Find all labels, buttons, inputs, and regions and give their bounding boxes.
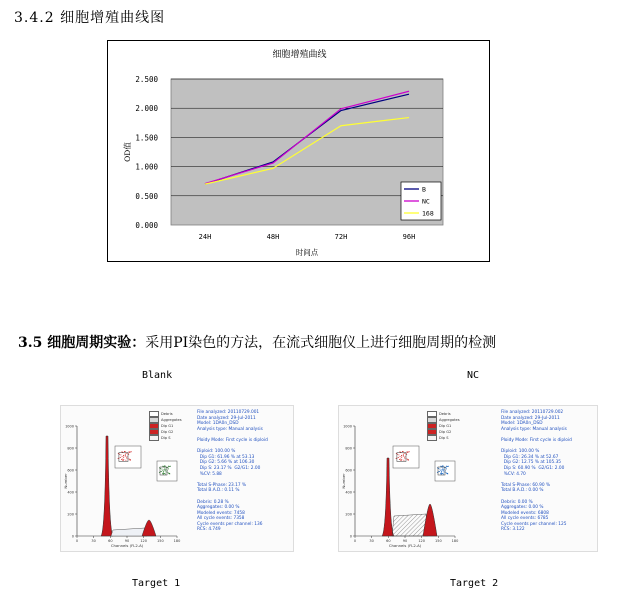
y-tick-label: 400 bbox=[345, 490, 352, 495]
histogram-legend bbox=[427, 411, 460, 441]
dot bbox=[403, 455, 404, 456]
dot bbox=[398, 454, 399, 455]
report-line: Ploidy Mode: First cycle is diploid bbox=[501, 437, 572, 443]
x-tick-label: 150 bbox=[156, 539, 164, 543]
y-tick-label: 1000 bbox=[343, 424, 352, 429]
x-tick-label: 24H bbox=[198, 233, 212, 241]
dot bbox=[441, 471, 442, 472]
legend-label: Dip S bbox=[439, 436, 449, 440]
dot bbox=[163, 472, 164, 473]
report-line: Analysis type: Manual analysis bbox=[197, 426, 263, 432]
legend-label: Debris bbox=[161, 412, 173, 416]
dot bbox=[120, 454, 121, 455]
dot bbox=[403, 453, 404, 454]
dot bbox=[446, 468, 447, 469]
dot bbox=[125, 455, 126, 456]
dot bbox=[169, 473, 170, 474]
dot bbox=[170, 466, 171, 467]
x-tick-label: 96H bbox=[402, 233, 416, 241]
y-tick-label: 800 bbox=[67, 446, 74, 451]
dot bbox=[122, 456, 123, 457]
section-heading-3-5 bbox=[18, 332, 496, 352]
dot bbox=[403, 451, 404, 452]
report-line: Dip S: 23.17 % G2/G1: 2.00 bbox=[197, 465, 261, 471]
x-axis-label: Channels (FL2-A) bbox=[110, 543, 144, 548]
legend-label: Dip S bbox=[161, 436, 171, 440]
chart-title: 细胞增殖曲线 bbox=[272, 50, 327, 60]
dot bbox=[123, 457, 124, 458]
report-line: File analyzed: 20110729.002 bbox=[501, 410, 564, 415]
section-3-5-label: 3.5 细胞周期实验： bbox=[18, 335, 146, 351]
x-axis-label: Channels (FL2-A) bbox=[388, 543, 422, 548]
legend-label: Dip G2 bbox=[161, 430, 174, 434]
report-line: Model: 1DA0n_DSD bbox=[197, 421, 239, 427]
x-tick-label: 48H bbox=[266, 233, 280, 241]
s-phase bbox=[111, 528, 147, 536]
dot bbox=[439, 469, 440, 470]
dot bbox=[396, 458, 397, 459]
report-line: Dip G2: 12.75 % at 105.35 bbox=[501, 460, 562, 466]
dot bbox=[129, 459, 130, 460]
proliferation-chart bbox=[107, 40, 490, 262]
report-line: Dip G1: 61.96 % at 53.13 bbox=[197, 454, 255, 460]
dot bbox=[403, 460, 404, 461]
dot bbox=[446, 472, 447, 473]
analysis-report bbox=[197, 410, 268, 533]
dot bbox=[407, 459, 408, 460]
dot bbox=[408, 459, 409, 460]
dot bbox=[397, 454, 398, 455]
legend-label-NC: NC bbox=[422, 197, 430, 206]
dot bbox=[398, 457, 399, 458]
x-tick-label: 120 bbox=[140, 539, 148, 543]
dot bbox=[120, 457, 121, 458]
dot bbox=[122, 459, 123, 460]
x-tick-label: 90 bbox=[124, 539, 130, 543]
dot bbox=[404, 458, 405, 459]
dot bbox=[123, 459, 124, 460]
dot bbox=[443, 466, 444, 467]
legend-swatch bbox=[149, 435, 159, 441]
dot bbox=[162, 470, 163, 471]
x-axis-label: 时间点 bbox=[295, 248, 319, 257]
report-line: Total S-Phase: 23.17 % bbox=[197, 482, 247, 488]
flow-cytometry-panel-nc bbox=[338, 405, 598, 552]
analysis-report bbox=[501, 410, 572, 533]
dot bbox=[446, 466, 447, 467]
dot bbox=[401, 455, 402, 456]
dot bbox=[407, 452, 408, 453]
dot bbox=[168, 472, 169, 473]
dot bbox=[404, 453, 405, 454]
panel-title-blank: Blank bbox=[142, 370, 173, 381]
report-line: All cycle events: 6785 bbox=[501, 516, 549, 522]
dot bbox=[169, 466, 170, 467]
dot bbox=[444, 467, 445, 468]
line-chart-svg bbox=[108, 41, 491, 263]
report-line: Dip G1: 26.34 % at 52.67 bbox=[501, 454, 559, 460]
dot bbox=[119, 454, 120, 455]
x-tick-label: 0 bbox=[75, 539, 79, 543]
legend-label-B: B bbox=[422, 185, 426, 194]
dot bbox=[438, 468, 439, 469]
legend-label: Debris bbox=[439, 412, 451, 416]
dot bbox=[126, 453, 127, 454]
dot bbox=[164, 473, 165, 474]
legend-label: Dip G2 bbox=[439, 430, 452, 434]
dot bbox=[407, 451, 408, 452]
y-tick-label: 2.000 bbox=[135, 104, 158, 114]
dot bbox=[404, 456, 405, 457]
dot bbox=[126, 456, 127, 457]
y-tick-label: 1000 bbox=[65, 424, 74, 429]
x-tick-label: 72H bbox=[334, 233, 348, 241]
report-line: Dip S: 60.90 % G2/G1: 2.00 bbox=[501, 465, 565, 471]
y-tick-label: 600 bbox=[345, 468, 352, 473]
y-tick-label: 200 bbox=[345, 512, 352, 517]
dot bbox=[401, 457, 402, 458]
dot bbox=[168, 466, 169, 467]
panel-caption-target-1: Target 1 bbox=[132, 578, 181, 589]
flow-cytometry-panel-blank bbox=[60, 405, 294, 552]
dot bbox=[130, 459, 131, 460]
y-tick-label: 0.500 bbox=[135, 191, 158, 201]
x-tick-label: 150 bbox=[434, 539, 442, 543]
dot bbox=[443, 473, 444, 474]
dot bbox=[403, 456, 404, 457]
dot bbox=[125, 460, 126, 461]
dot bbox=[442, 473, 443, 474]
dot bbox=[123, 455, 124, 456]
dot bbox=[443, 469, 444, 470]
dot bbox=[168, 468, 169, 469]
report-line: All cycle events: 7358 bbox=[197, 516, 245, 522]
x-tick-label: 30 bbox=[91, 539, 96, 543]
dot bbox=[125, 451, 126, 452]
legend-label: Dip G1 bbox=[161, 424, 174, 428]
dot bbox=[442, 468, 443, 469]
dot bbox=[164, 468, 165, 469]
y-axis-label: Number bbox=[63, 473, 68, 489]
y-tick-label: 0.000 bbox=[135, 221, 158, 230]
report-line: Aggregates: 0.00 % bbox=[501, 505, 544, 511]
y-tick-label: 200 bbox=[67, 512, 74, 517]
report-line: Total B.A.D.: 0.11 % bbox=[197, 488, 240, 494]
legend-item bbox=[427, 435, 460, 441]
dot bbox=[166, 467, 167, 468]
y-axis-label: Number bbox=[341, 473, 346, 489]
report-line: Dip G2: 5.66 % at 106.30 bbox=[197, 460, 255, 466]
dot bbox=[165, 473, 166, 474]
y-tick-label: 2.500 bbox=[135, 75, 158, 84]
report-line: Diploid: 100.00 % bbox=[197, 449, 236, 455]
section-3-5-text: 采用PI染色的方法，在流式细胞仪上进行细胞周期的检测 bbox=[145, 335, 497, 351]
section-heading-3-4-2: 3.4.2 细胞增殖曲线图 bbox=[14, 10, 166, 26]
legend-item bbox=[149, 435, 182, 441]
y-tick-label: 1.000 bbox=[135, 162, 158, 172]
panel-title-nc: NC bbox=[467, 370, 480, 381]
legend-swatch bbox=[427, 435, 437, 441]
dot bbox=[442, 470, 443, 471]
y-tick-label: 400 bbox=[67, 490, 74, 495]
y-tick-label: 0 bbox=[349, 534, 352, 539]
y-axis-label: OD值 bbox=[123, 142, 132, 162]
x-tick-label: 0 bbox=[353, 539, 357, 543]
report-line: Model: 1DA0n_DSD bbox=[501, 421, 543, 427]
report-line: Total B.A.D.: 0.00 % bbox=[501, 488, 544, 494]
histogram-legend bbox=[149, 411, 182, 441]
dot bbox=[118, 458, 119, 459]
y-tick-label: 1.500 bbox=[135, 133, 158, 143]
dot bbox=[440, 470, 441, 471]
dot bbox=[125, 453, 126, 454]
report-line: Modeled events: 7458 bbox=[197, 510, 245, 516]
dot bbox=[163, 471, 164, 472]
panel-caption-target-2: Target 2 bbox=[450, 578, 499, 589]
dot bbox=[400, 459, 401, 460]
dot bbox=[126, 458, 127, 459]
report-line: Debris: 0.28 % bbox=[197, 499, 229, 505]
dot bbox=[129, 452, 130, 453]
y-tick-label: 600 bbox=[67, 468, 74, 473]
dot bbox=[165, 470, 166, 471]
legend-label: Aggregates bbox=[439, 418, 460, 422]
report-line: Date analyzed: 29-Jul-2011 bbox=[501, 415, 560, 421]
report-line: RCS: 3.122 bbox=[501, 527, 525, 533]
x-tick-label: 180 bbox=[451, 539, 459, 543]
x-tick-label: 120 bbox=[418, 539, 426, 543]
y-tick-label: 800 bbox=[345, 446, 352, 451]
dot bbox=[400, 456, 401, 457]
dot bbox=[439, 471, 440, 472]
s-phase bbox=[392, 514, 428, 536]
dot bbox=[129, 451, 130, 452]
report-line: Cycle events per channel: 136 bbox=[197, 521, 263, 527]
report-line: Debris: 0.00 % bbox=[501, 499, 533, 505]
dot bbox=[441, 472, 442, 473]
dot bbox=[131, 451, 132, 452]
dot bbox=[164, 470, 165, 471]
report-line: Aggregates: 0.00 % bbox=[197, 505, 240, 511]
dot bbox=[443, 470, 444, 471]
x-tick-label: 30 bbox=[369, 539, 374, 543]
g1-peak bbox=[382, 458, 394, 536]
dot bbox=[160, 468, 161, 469]
legend-label: Aggregates bbox=[161, 418, 182, 422]
legend-label-168: 168 bbox=[422, 209, 434, 218]
report-line: Modeled events: 6808 bbox=[501, 510, 549, 516]
x-tick-label: 90 bbox=[402, 539, 408, 543]
x-tick-label: 60 bbox=[386, 539, 391, 543]
legend-label: Dip G1 bbox=[439, 424, 452, 428]
dot bbox=[165, 466, 166, 467]
dot bbox=[125, 456, 126, 457]
report-line: Total S-Phase: 60.90 % bbox=[501, 482, 551, 488]
dot bbox=[406, 454, 407, 455]
x-tick-label: 180 bbox=[173, 539, 181, 543]
dot bbox=[443, 471, 444, 472]
dot bbox=[447, 473, 448, 474]
report-line: Ploidy Mode: First cycle is diploid bbox=[197, 437, 268, 443]
report-line: %CV: 4.70 bbox=[501, 471, 526, 477]
report-line: File analyzed: 20110729.001 bbox=[197, 410, 260, 415]
dot bbox=[409, 451, 410, 452]
report-line: Analysis type: Manual analysis bbox=[501, 426, 567, 432]
dot bbox=[401, 459, 402, 460]
y-tick-label: 0 bbox=[71, 534, 74, 539]
dot bbox=[161, 469, 162, 470]
report-line: RCS: 4.749 bbox=[197, 527, 221, 533]
report-line: Cycle events per channel: 125 bbox=[501, 521, 567, 527]
dot bbox=[165, 471, 166, 472]
dot bbox=[128, 454, 129, 455]
dot bbox=[165, 469, 166, 470]
report-line: %CV: 5.88 bbox=[197, 471, 222, 477]
dot bbox=[448, 466, 449, 467]
report-line: Date analyzed: 29-Jul-2011 bbox=[197, 415, 256, 421]
dot bbox=[447, 466, 448, 467]
report-line: Diploid: 100.00 % bbox=[501, 449, 540, 455]
g1-peak bbox=[101, 436, 113, 536]
x-tick-label: 60 bbox=[108, 539, 113, 543]
dot bbox=[161, 471, 162, 472]
